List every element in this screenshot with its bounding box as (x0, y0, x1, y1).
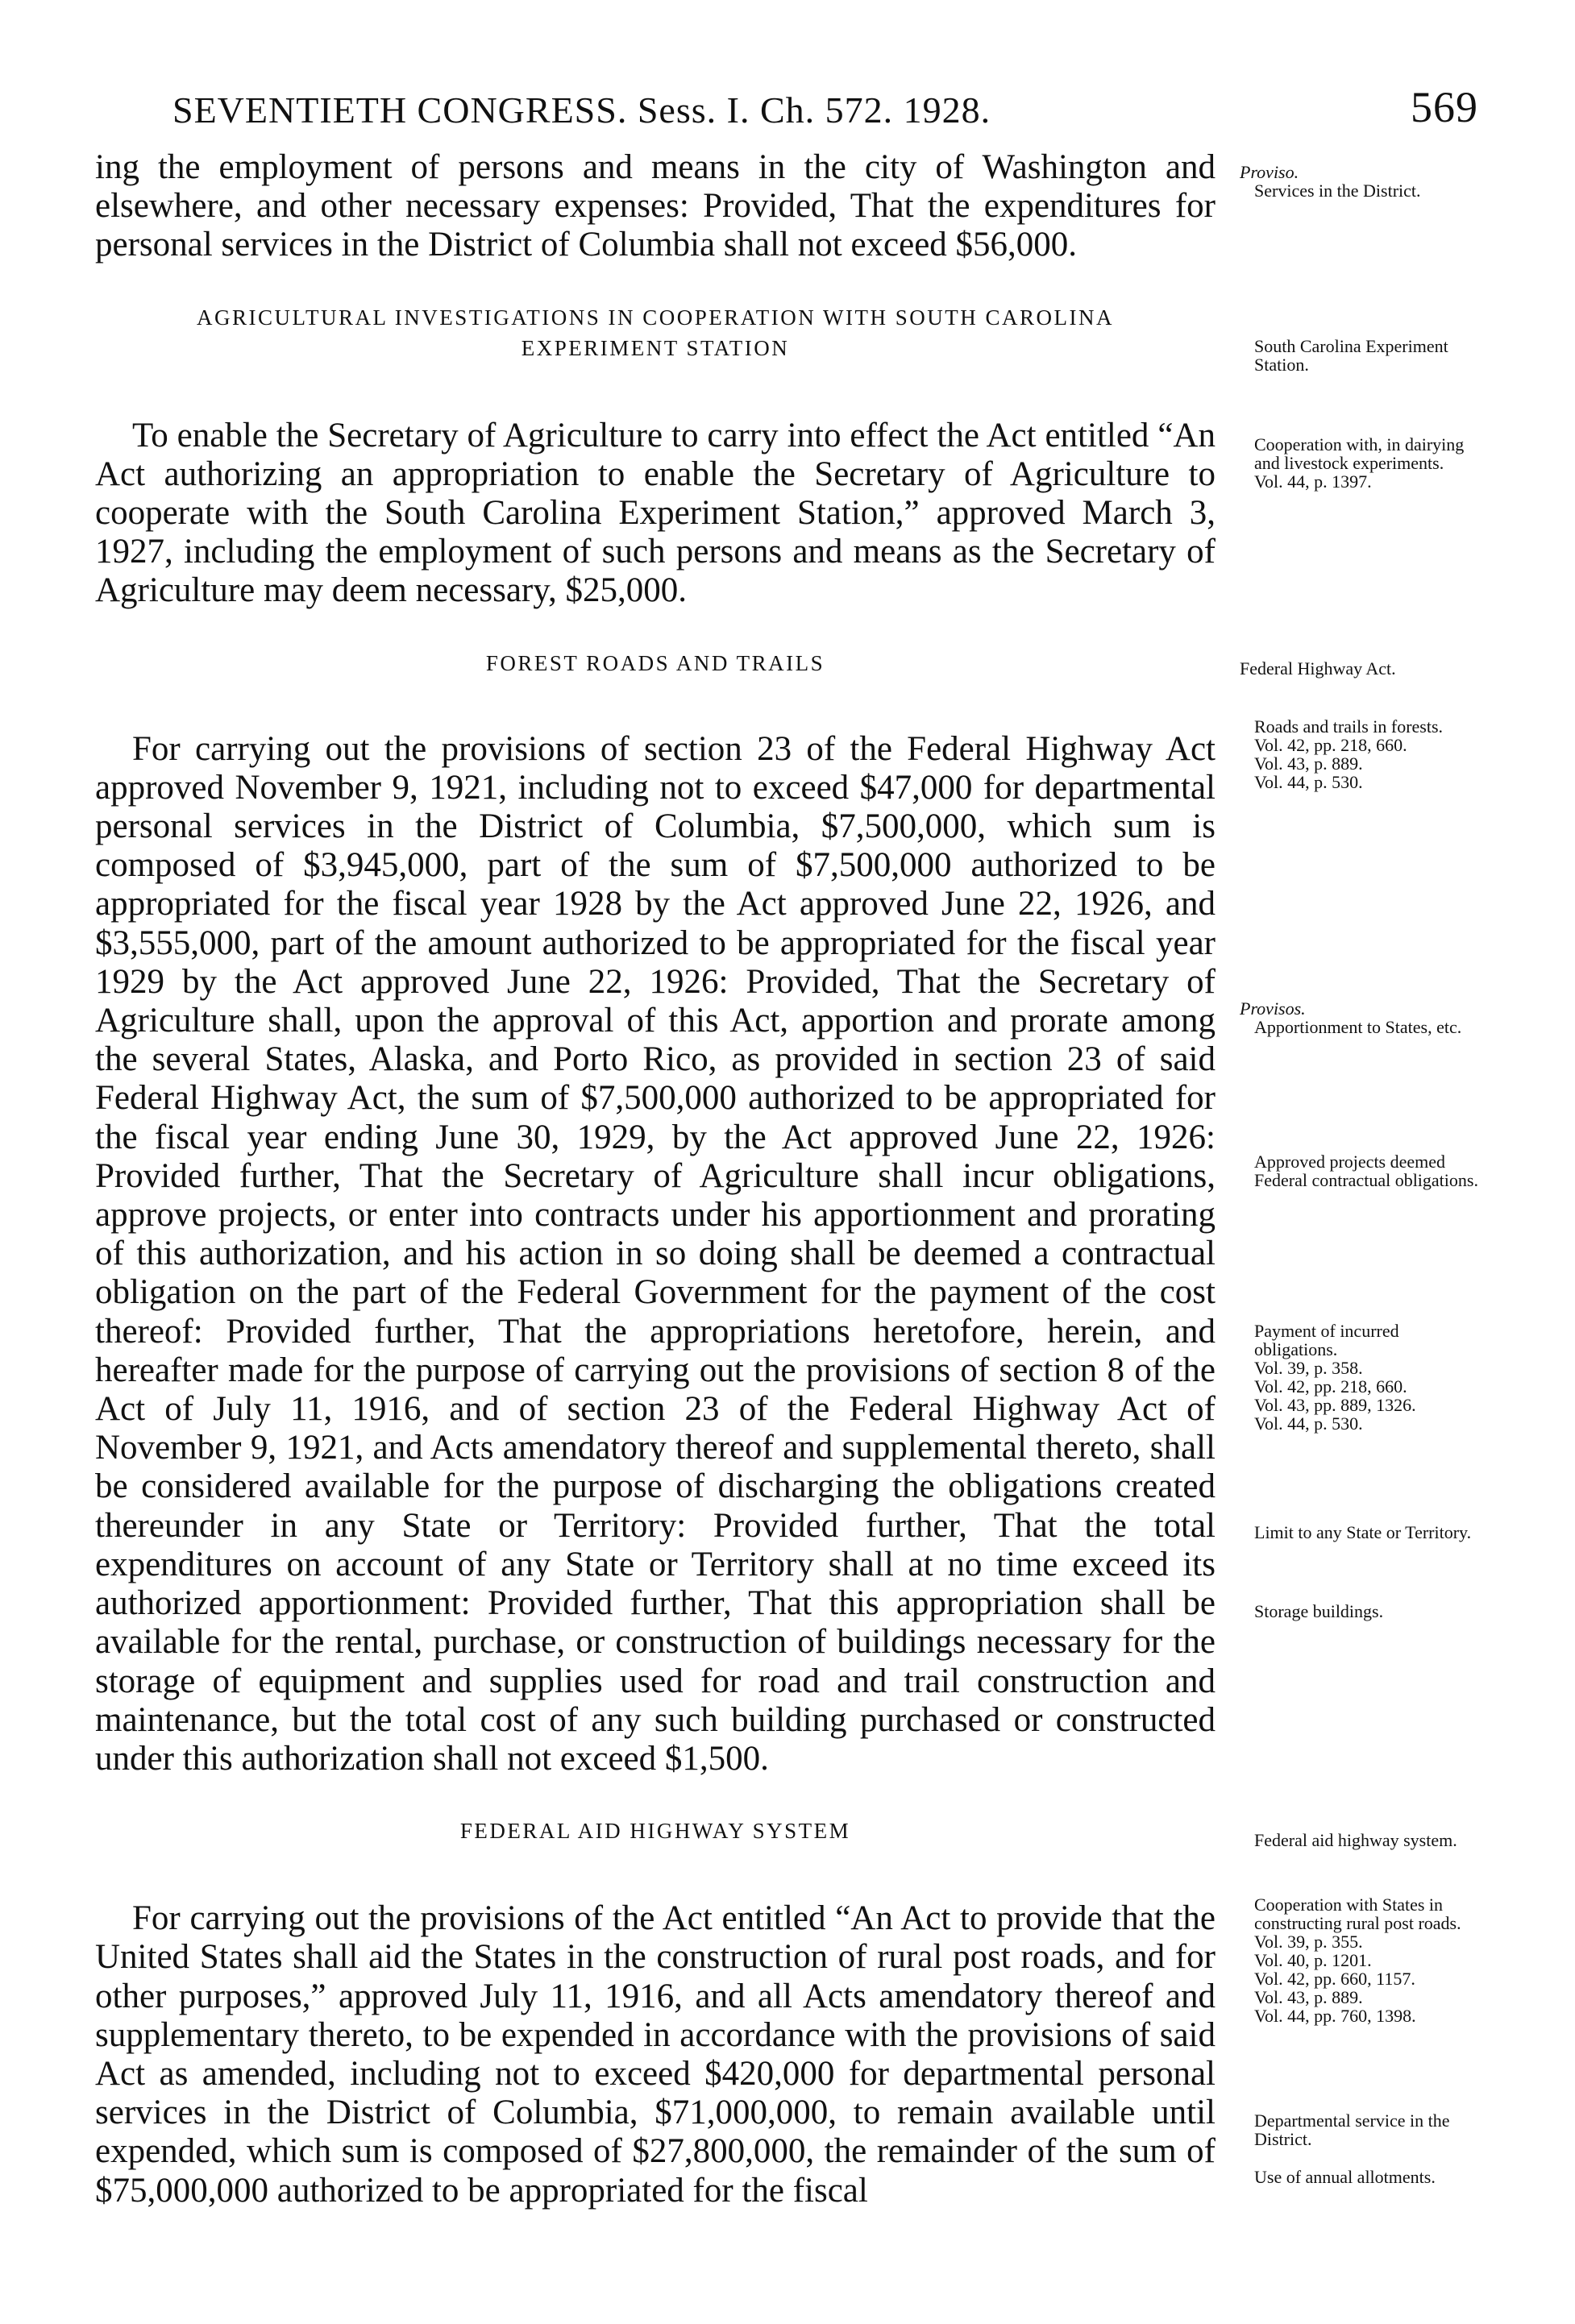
main-text (95, 148, 1216, 2210)
heading-line: EXPERIMENT STATION (521, 335, 790, 360)
margin-note-text: Apportionment to States, etc. (1254, 1017, 1462, 1037)
margin-note-text: Services in the District. (1254, 181, 1421, 201)
margin-note-text: Vol. 40, p. 1201. (1254, 1950, 1372, 1970)
margin-note-text: Approved projects deemed Federal contractual obligations. (1254, 1152, 1478, 1190)
margin-note-proviso (1240, 163, 1481, 200)
margin-note-text: Vol. 44, p. 530. (1254, 1413, 1363, 1434)
margin-note-text: Vol. 43, pp. 889, 1326. (1254, 1395, 1416, 1415)
section-heading-federal-aid-highway: FEDERAL AID HIGHWAY SYSTEM (459, 1819, 851, 1844)
margin-note-federal-aid-system (1240, 1831, 1481, 1849)
margin-note-text: Vol. 44, pp. 760, 1398. (1254, 2006, 1416, 2026)
margin-note-text: Storage buildings. (1254, 1601, 1384, 1621)
margin-note-cooperation (1240, 435, 1481, 491)
margin-note-text: Departmental service in the District. (1254, 2110, 1450, 2149)
margin-note-payment (1240, 1322, 1481, 1433)
margin-note-text: Vol. 42, pp. 218, 660. (1254, 1376, 1407, 1396)
margin-note-annual-allotments (1240, 2168, 1481, 2186)
margin-note-text: Vol. 42, pp. 218, 660. (1254, 735, 1407, 755)
margin-note-limit (1240, 1523, 1481, 1542)
margin-note-south-carolina (1240, 337, 1481, 374)
section-heading-agricultural-investigations (95, 302, 1216, 363)
margin-note-rural-post-roads (1240, 1895, 1481, 2025)
section-heading-forest-roads: FOREST ROADS AND TRAILS (485, 650, 825, 675)
paragraph-forest-roads: For carrying out the provisions of section 23 of the Federal Highway Act approved November 9, 1921, including not to exceed $47,000 for departmental personal services in the District of Columbia, $7,500,000, which sum is composed of $3,945,000, part of the sum of $7,500,000 authorized to be appropriated for the fiscal year 1928 by the Act approved June 22, 1926, and $3,555,000, part of the amount authorized to be appropriated for the fiscal year 1929 by the Act approved June 22, 1926: Provided, That the Secretary of Agriculture shall, upon the approval of this Act, apportion and prorate among the several States, Alaska, and Porto Rico, as provided in section 23 of said Federal Highway Act, the sum of $7,500,000 authorized to be appropriated for the fiscal year ending June 30, 1929, by the Act approved June 22, 1926: Provided further, That the Secretary of Agriculture shall incur obligations, approve projects, or enter into contracts under his apportionment and prorating of this authorization, and his action in so doing shall be deemed a contractual obligation on the part of the Federal Government for the payment of the cost thereof: Provided further, That the appropriations heretofore, herein, and hereafter made for the purpose of carrying out the provisions of section 8 of the Act of July 11, 1916, and of section 23 of the Federal Highway Act of November 9, 1921, and Acts amendatory thereof and supplemental thereto, shall be considered available for the purpose of discharging the obligations created thereunder in any State or Territory: Provided further, That the total expenditures on account of any State or Territory shall at no time exceed its authorized apportionment: Provided further, That this appropriation shall be available for the rental, purchase, or construction of buildings necessary for the storage of equipment and supplies used for road and trail construction and maintenance, but the total cost of any such building purchased or constructed under this authorization shall not exceed $1,500. (95, 729, 1216, 1778)
margin-note-text: Roads and trails in forests. (1254, 716, 1444, 737)
margin-note-text: Vol. 43, p. 889. (1254, 1987, 1363, 2007)
margin-note-departmental (1240, 2111, 1481, 2148)
margin-note-federal-highway-act (1240, 659, 1481, 678)
margin-note-storage (1240, 1602, 1481, 1621)
margin-note-text: Vol. 39, p. 358. (1254, 1358, 1363, 1378)
margin-note-text: Vol. 44, p. 530. (1254, 772, 1363, 792)
margin-note-text: Vol. 44, p. 1397. (1254, 471, 1372, 492)
margin-note-approved-projects (1240, 1152, 1481, 1189)
margin-note-text: Provisos. (1240, 998, 1306, 1019)
margin-note-text: Vol. 42, pp. 660, 1157. (1254, 1969, 1415, 1989)
page-number: 569 (1411, 83, 1478, 131)
paragraph-continuation: ing the employment of persons and means in the city of Washington and elsewhere, and other necessary expenses: Provided, That the expenditures for personal services in the District of Columbia shall not exceed $56,000. (95, 148, 1216, 264)
heading-line: AGRICULTURAL INVESTIGATIONS IN COOPERATION WITH SOUTH CAROLINA (197, 305, 1114, 330)
running-head-title: SEVENTIETH CONGRESS. Sess. I. Ch. 572. 1928. (172, 89, 991, 131)
margin-note-text: Payment of incurred obligations. (1254, 1321, 1399, 1359)
paragraph-south-carolina: To enable the Secretary of Agriculture to carry into effect the Act entitled “An Act authorizing an appropriation to enable the Secretary of Agriculture to cooperate with the South Carolina Experiment Station,” approved March 3, 1927, including the employment of such persons and means as the Secretary of Agriculture may deem necessary, $25,000. (95, 416, 1216, 610)
margin-note-text: Cooperation with, in dairying and livestock experiments. (1254, 434, 1465, 473)
paragraph-federal-aid-highway: For carrying out the provisions of the Act entitled “An Act to provide that the United States shall aid the States in the construction of rural post roads, and for other purposes,” approved July 11, 1916, and all Acts amendatory thereof and supplementary thereto, to be expended in accordance with the provisions of said Act as amended, including not to exceed $420,000 for departmental personal services in the District of Columbia, $71,000,000, to remain available until expended, which sum is composed of $27,800,000, the remainder of the sum of $75,000,000 authorized to be appropriated for the fiscal (95, 1899, 1216, 2210)
margin-note-text: Cooperation with States in constructing rural post roads. (1254, 1894, 1461, 1933)
margin-note-roads-trails (1240, 717, 1481, 791)
margin-note-text: Vol. 43, p. 889. (1254, 753, 1363, 774)
margin-note-text: South Carolina Experiment Station. (1254, 336, 1448, 375)
margin-note-text: Use of annual allotments. (1254, 2167, 1436, 2187)
margin-note-provisos (1240, 999, 1481, 1036)
margin-note-text: Limit to any State or Territory. (1254, 1522, 1472, 1542)
margin-note-text: Vol. 39, p. 355. (1254, 1932, 1363, 1952)
margin-note-text: Federal aid highway system. (1254, 1830, 1457, 1850)
margin-note-text: Proviso. (1240, 162, 1299, 182)
margin-note-text: Federal Highway Act. (1240, 658, 1396, 679)
running-head (172, 83, 1478, 137)
